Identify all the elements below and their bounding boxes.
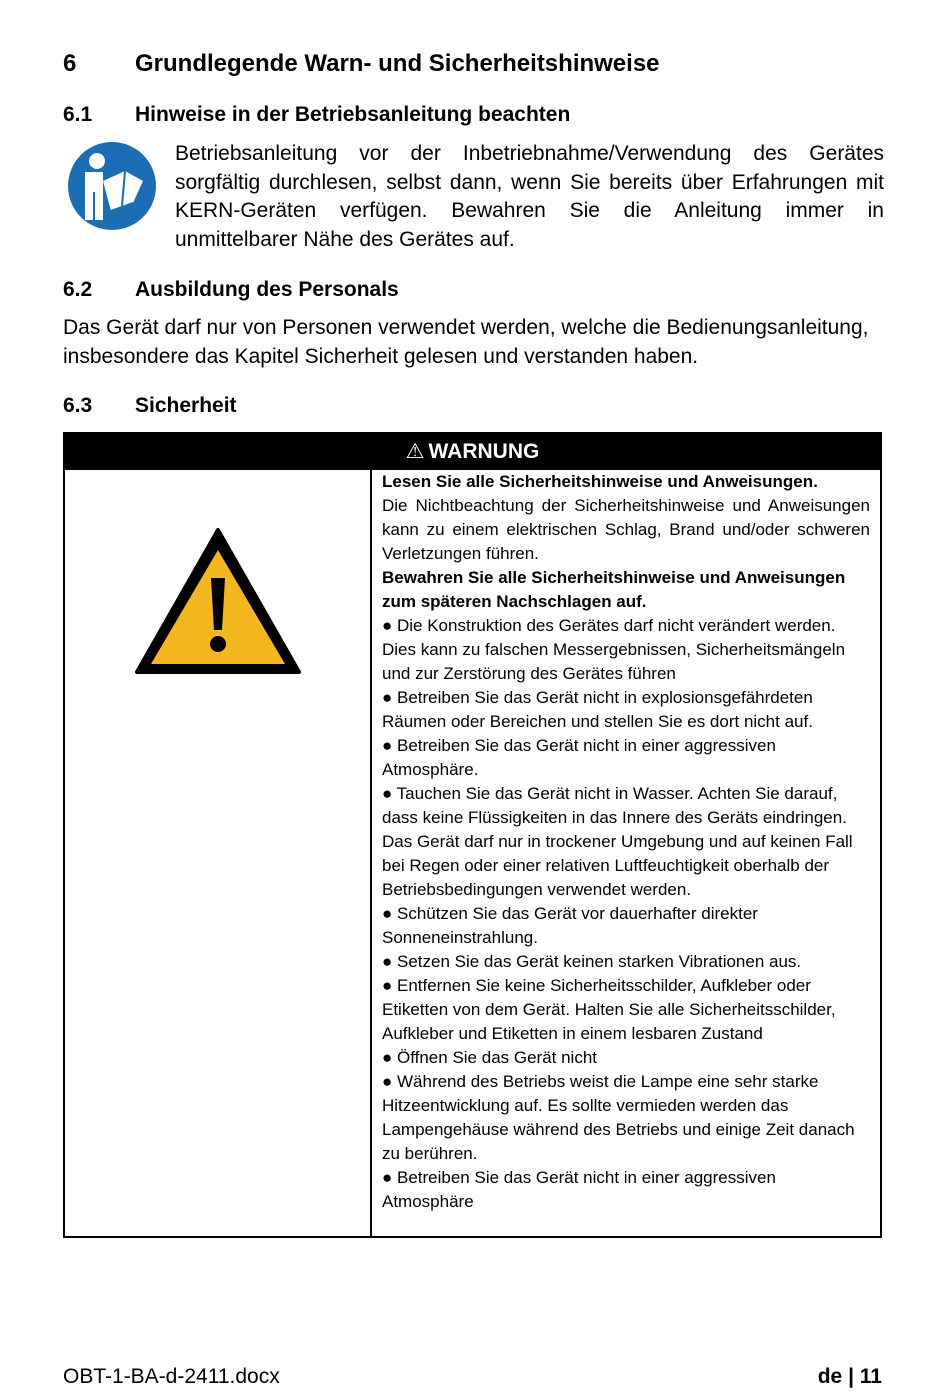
subsection-heading-6-3 <box>63 392 237 420</box>
warning-item: ● Betreiben Sie das Gerät nicht in explosionsgefährdeten Räumen oder Bereichen und stellen Sie es dort nicht auf. <box>382 688 813 731</box>
subsection-number: 6.1 <box>63 103 93 126</box>
personnel-note: Das Gerät darf nur von Personen verwendet werden, welche die Bedienungsanleitung, insbesondere das Kapitel Sicherheit gelesen und verstanden haben. <box>63 316 869 368</box>
warning-table <box>63 432 882 1238</box>
warning-item: ● Schützen Sie das Gerät vor dauerhafter direkter Sonneneinstrahlung. <box>382 904 758 947</box>
manual-note: Betriebsanleitung vor der Inbetriebnahme/Verwendung des Gerätes sorgfältig durchlesen, selbst dann, wenn Sie bereits über Erfahrungen mit KERN-Geräten verfügen. Bewahren Sie die Anleitung immer in unmittelbarer Nähe des Gerätes auf. <box>175 142 884 252</box>
warning-item: ● Entfernen Sie keine Sicherheitsschilder, Aufkleber oder Etiketten von dem Gerät. Halten Sie alle Sicherheitsschilder, Aufkleber und Etiketten in einem lesbaren Zustand <box>382 976 836 1043</box>
warning-header <box>65 434 880 470</box>
warning-small-icon: ⚠ <box>405 440 425 463</box>
warning-text-cell <box>382 470 870 1214</box>
section-number: 6 <box>63 50 77 77</box>
warning-item: ● Setzen Sie das Gerät keinen starken Vibrationen aus. <box>382 952 802 971</box>
warning-item: ● Betreiben Sie das Gerät nicht in einer aggressiven Atmosphäre <box>382 1168 776 1211</box>
warning-item: Das Gerät darf nur in trockener Umgebung und auf keinen Fall bei Regen oder einer relativen Luftfeuchtigkeit oberhalb der Betriebsbedingungen verwendet werden. <box>382 832 853 899</box>
subsection-heading-6-1 <box>63 101 570 129</box>
footer-page-number: de | 11 <box>817 1365 882 1388</box>
warning-item: ● Öffnen Sie das Gerät nicht <box>382 1048 598 1067</box>
warning-header-label: WARNUNG <box>428 440 540 463</box>
warning-keep-bold: Bewahren Sie alle Sicherheitshinweise und Anweisungen zum späteren Nachschlagen auf. <box>382 568 846 611</box>
warning-item: ● Tauchen Sie das Gerät nicht in Wasser. Achten Sie darauf, dass keine Flüssigkeiten in das Innere des Geräts eindringen. <box>382 784 847 827</box>
subsection-title: Ausbildung des Personals <box>135 278 399 301</box>
warning-lead-text: Die Nichtbeachtung der Sicherheitshinweise und Anweisungen kann zu einem elektrischen Schlag, Brand und/oder schweren Verletzungen führen. <box>382 496 870 563</box>
section-heading <box>63 48 660 80</box>
warning-item: ● Betreiben Sie das Gerät nicht in einer aggressiven Atmosphäre. <box>382 736 776 779</box>
warning-icon-cell <box>65 470 372 1236</box>
footer-filename: OBT-1-BA-d-2411.docx <box>63 1365 280 1388</box>
section-title: Grundlegende Warn- und Sicherheitshinweise <box>135 50 660 77</box>
subsection-number: 6.2 <box>63 278 93 301</box>
subsection-title: Hinweise in der Betriebsanleitung beachten <box>135 103 571 126</box>
warning-item: ● Während des Betriebs weist die Lampe eine sehr starke Hitzeentwicklung auf. Es sollte vermieden werden das Lampengehäuse während des Betriebs und einige Zeit danach zu berühren. <box>382 1072 855 1163</box>
read-manual-icon <box>67 141 157 231</box>
subsection-number: 6.3 <box>63 394 93 417</box>
warning-item: ● Die Konstruktion des Gerätes darf nicht verändert werden. Dies kann zu falschen Messergebnissen, Sicherheitsmängeln und zur Zerstörung des Gerätes führen <box>382 616 846 683</box>
subsection-heading-6-2 <box>63 276 399 304</box>
subsection-title: Sicherheit <box>135 394 237 417</box>
warning-triangle-icon <box>133 526 303 676</box>
warning-lead-bold: Lesen Sie alle Sicherheitshinweise und Anweisungen. <box>382 472 818 491</box>
